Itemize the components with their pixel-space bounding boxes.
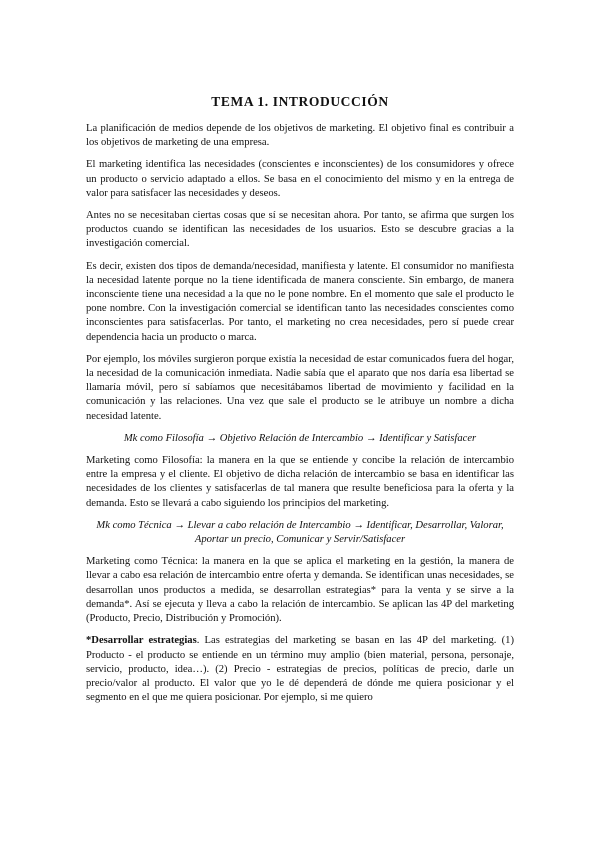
paragraph-moviles: Por ejemplo, los móviles surgieron porque existía la necesidad de estar comunicados fuera del hogar, la necesidad de la comunicación inmediata. Nadie sabía que el aparato que nos daría esa libertad se llamaría móvil, pero sí sabíamos que necesitábamos libertad de movimiento y facilidad en la comunicación y las relaciones. Una vez que sale el producto se le atribuye un nombre a dicha necesidad latente. xyxy=(86,353,514,422)
quote-tecnica: Mk como Técnica → Llevar a cabo relación de Intercambio → Identificar, Desarrollar, Valorar, Aportar un precio, Comunicar y Servir/Satisfacer xyxy=(96,519,504,546)
paragraph-tecnica: Marketing como Técnica: la manera en la que se aplica el marketing en la gestión, la manera de llevar a cabo esa relación de intercambio entre oferta y demanda. Se identifican unas necesidades, se desarrollan unos productos a medida, se desarrollan estrategias* para la venta y se sirve a la demanda*. Así se ejecuta y lleva a cabo la relación de intercambio. Se aplican las 4P del marketing (Producto, Precio, Distribución y Promoción). xyxy=(86,556,514,625)
estrategias-body: . Las estrategias del marketing se basan en las 4P del marketing. (1) Producto - el producto se entiende en un término muy amplio (bien material, persona, personaje, servicio, producto, idea…). (2) Precio - estrategias de precios, políticas de precio, darle un precio/valor al producto. El valor que yo le dé dependerá de dónde me quiera posicionar y el segmento en el que me quiera posicionar. Por ejemplo, si me quiero xyxy=(86,635,514,704)
paragraph-antes: Antes no se necesitaban ciertas cosas que sí se necesitan ahora. Por tanto, se afirma que surgen los productos cuando se identifican las necesidades de los usuarios. Esto se descubre gracias a la investigación comercial. xyxy=(86,210,514,250)
document-page xyxy=(86,94,514,713)
document-title: TEMA 1. INTRODUCCIÓN xyxy=(211,94,389,109)
paragraph-marketing-identifica: El marketing identifica las necesidades (conscientes e inconscientes) de los consumidores y ofrece un producto o servicio adaptado a ellos. Se basa en el conocimiento del mismo y en la entrega de valor para satisfacer las necesidades y deseos. xyxy=(86,159,514,199)
paragraph-tipos-demanda: Es decir, existen dos tipos de demanda/necesidad, manifiesta y latente. El consumidor no manifiesta la necesidad latente porque no la tiene identificada de manera consciente. Sin embargo, de manera inconsciente tiene una necesidad a la que no le pone nombre. En el momento que sale el producto le pone nombre. Con la investigación comercial se identifican tanto las necesidades conscientes como inconscientes para satisfacerlas. Por tanto, el marketing no crea necesidades, pero sí puede crear dependencia hacia un producto o marca. xyxy=(86,260,514,343)
paragraph-planificacion: La planificación de medios depende de los objetivos de marketing. El objetivo final es contribuir a los objetivos de marketing de una empresa. xyxy=(86,123,514,149)
quote-filosofia: Mk como Filosofía → Objetivo Relación de Intercambio → Identificar y Satisfacer xyxy=(123,432,477,444)
paragraph-filosofia: Marketing como Filosofía: la manera en la que se entiende y concibe la relación de intercambio entre la empresa y el cliente. El objetivo de dicha relación de intercambio se basa en identificar las necesidades de los clientes y satisfacerlas de tal manera que resulte beneficiosa para la oferta y la demanda. Esto se llevará a cabo siguiendo los principios del marketing. xyxy=(86,455,514,509)
estrategias-heading: *Desarrollar estrategias xyxy=(86,635,197,647)
paragraph-estrategias xyxy=(86,634,514,705)
